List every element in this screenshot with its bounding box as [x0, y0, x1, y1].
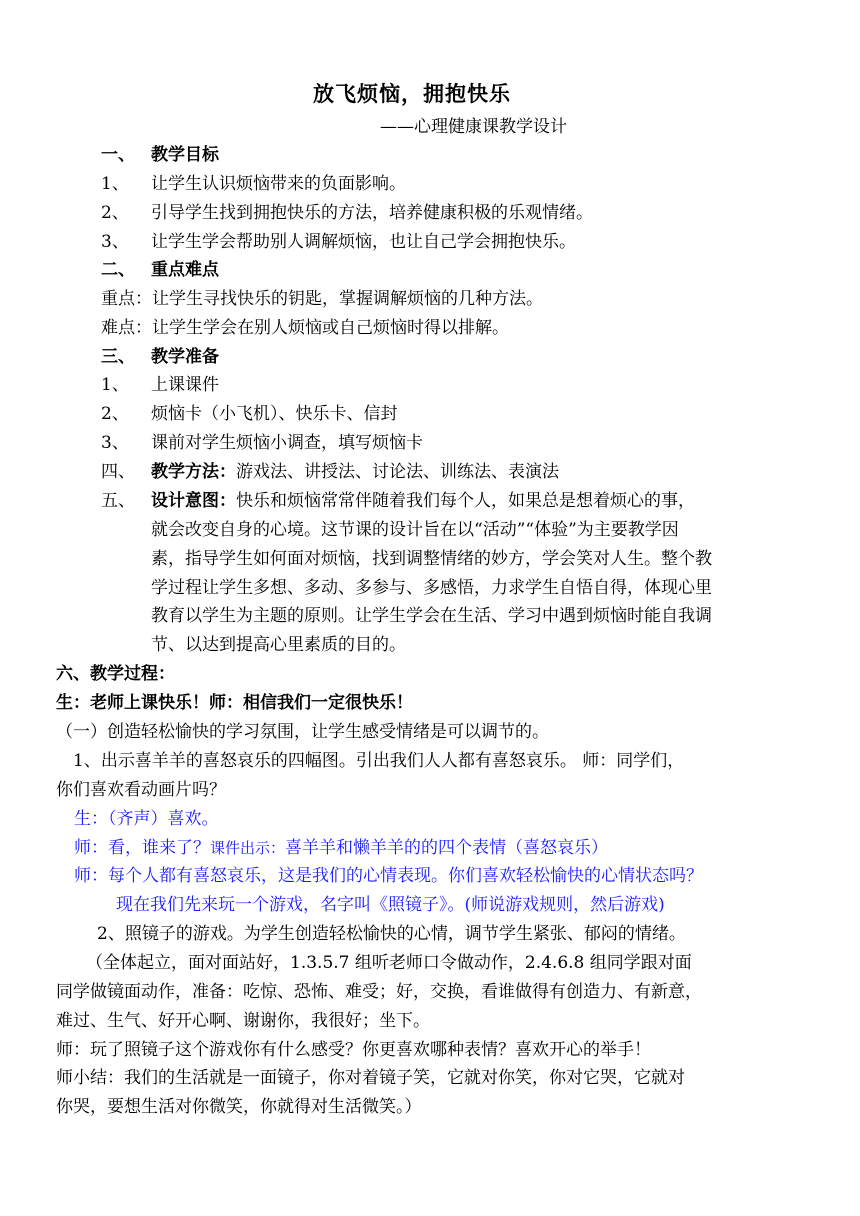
list-item-text: 烦恼卡（小飞机）、快乐卡、信封	[151, 404, 398, 424]
list-item	[101, 230, 576, 254]
section-3-number: 三、	[101, 347, 135, 367]
list-item	[101, 172, 406, 196]
paragraph-line: 师：玩了照镜子这个游戏你有什么感受？你更喜欢哪种表情？喜欢开心的举手！	[56, 1040, 651, 1060]
list-item-number: 1、	[101, 375, 129, 395]
list-item-text: 让学生学会帮助别人调解烦恼，也让自己学会拥抱快乐。	[151, 232, 576, 252]
list-item-number: 3、	[101, 232, 129, 252]
section-5-number: 五、	[101, 491, 135, 511]
section-1-number: 一、	[101, 145, 135, 165]
section-4-text: 游戏法、讲授法、讨论法、训练法、表演法	[236, 462, 559, 482]
list-item	[101, 431, 423, 455]
paragraph-line: 2、照镜子的游戏。为学生创造轻松愉快的心情，调节学生紧张、郁闷的情绪。	[97, 924, 686, 944]
list-item-number: 2、	[101, 203, 129, 223]
greeting-line: 生：老师上课快乐！师：相信我们一定很快乐！	[56, 693, 413, 713]
dialogue-line: 生：（齐声）喜欢。	[74, 809, 219, 829]
paragraph-line: 就会改变自身的心境。这节课的设计旨在以“活动”“体验”为主要教学因	[151, 520, 679, 540]
list-item-number: 3、	[101, 433, 129, 453]
section-5	[101, 489, 695, 513]
list-item-number: 1、	[101, 174, 129, 194]
paragraph-line: 同学做镜面动作，准备：吃惊、恐怖、难受；好，交换，看谁做得有创造力、有新意，	[56, 982, 702, 1002]
dialogue-line: 师：每个人都有喜怒哀乐，这是我们的心情表现。你们喜欢轻松愉快的心情状态吗？	[74, 866, 703, 886]
list-item-text: 上课课件	[151, 375, 219, 395]
section-3-title: 教学准备	[151, 347, 219, 367]
section-5-title: 设计意图：	[151, 491, 236, 511]
section-4-title: 教学方法：	[151, 462, 236, 482]
paragraph-line: 难过、生气、好开心啊、谢谢你，我很好；坐下。	[56, 1011, 430, 1031]
paragraph-line: 快乐和烦恼常常伴随着我们每个人，如果总是想着烦心的事，	[236, 491, 695, 511]
section-4	[101, 460, 559, 484]
section-1-title: 教学目标	[151, 145, 219, 165]
page-subtitle: ——心理健康课教学设计	[380, 117, 567, 137]
paragraph-line: 你哭，要想生活对你微笑，你就得对生活微笑。）	[56, 1097, 422, 1117]
paragraph-line: 教育以学生为主题的原则。让学生学会在生活、学习中遇到烦恼时能自我调	[151, 606, 712, 626]
list-item-text: 引导学生找到拥抱快乐的方法，培养健康积极的乐观情绪。	[151, 203, 593, 223]
page-title: 放飞烦恼，拥抱快乐	[313, 81, 511, 106]
dialogue-line	[74, 836, 608, 860]
list-item	[101, 201, 593, 225]
list-item	[101, 402, 398, 426]
section-6-heading: 六、教学过程：	[56, 664, 175, 684]
dialogue-speech: 喜羊羊和懒羊羊的的四个表情（喜怒哀乐）	[285, 838, 609, 858]
list-item-number: 2、	[101, 404, 129, 424]
list-item	[101, 373, 219, 397]
difficult-point-text: 难点：让学生学会在别人烦恼或自己烦恼时得以排解。	[101, 318, 509, 338]
paragraph-line: （全体起立，面对面站好，1.3.5.7 组听老师口令做动作，2.4.6.8 组同学跟对面	[86, 953, 692, 973]
paragraph-line: 你们喜欢看动画片吗？	[56, 780, 226, 800]
paragraph-line: 节、以达到提高心里素质的目的。	[151, 635, 406, 655]
section-2-heading	[101, 258, 219, 282]
paragraph-line: 1、出示喜羊羊的喜怒哀乐的四幅图。引出我们人人都有喜怒哀乐。 师：同学们，	[73, 751, 685, 771]
list-item-text: 让学生认识烦恼带来的负面影响。	[151, 174, 406, 194]
dialogue-note: 课件出示：	[210, 839, 286, 857]
section-3-heading	[101, 345, 219, 369]
paragraph-line: 师小结：我们的生活就是一面镜子，你对着镜子笑，它就对你笑，你对它哭，它就对	[56, 1068, 685, 1088]
dialogue-line: 现在我们先来玩一个游戏，名字叫《照镜子》。(师说游戏规则，然后游戏)	[116, 895, 665, 915]
paragraph-line: 素，指导学生如何面对烦恼，找到调整情绪的妙方，学会笑对人生。整个教	[151, 549, 712, 569]
list-item-text: 课前对学生烦恼小调查，填写烦恼卡	[151, 433, 423, 453]
section-2-title: 重点难点	[151, 260, 219, 280]
key-point-text: 重点：让学生寻找快乐的钥匙，掌握调解烦恼的几种方法。	[101, 289, 543, 309]
section-4-number: 四、	[101, 462, 135, 482]
paragraph-line: 学过程让学生多想、多动、多参与、多感悟，力求学生自悟自得，体现心里	[151, 578, 712, 598]
section-1-heading	[101, 143, 219, 167]
part-1-heading: （一）创造轻松愉快的学习氛围，让学生感受情绪是可以调节的。	[56, 722, 549, 742]
section-2-number: 二、	[101, 260, 135, 280]
dialogue-speech: 师：看，谁来了？	[74, 838, 210, 858]
